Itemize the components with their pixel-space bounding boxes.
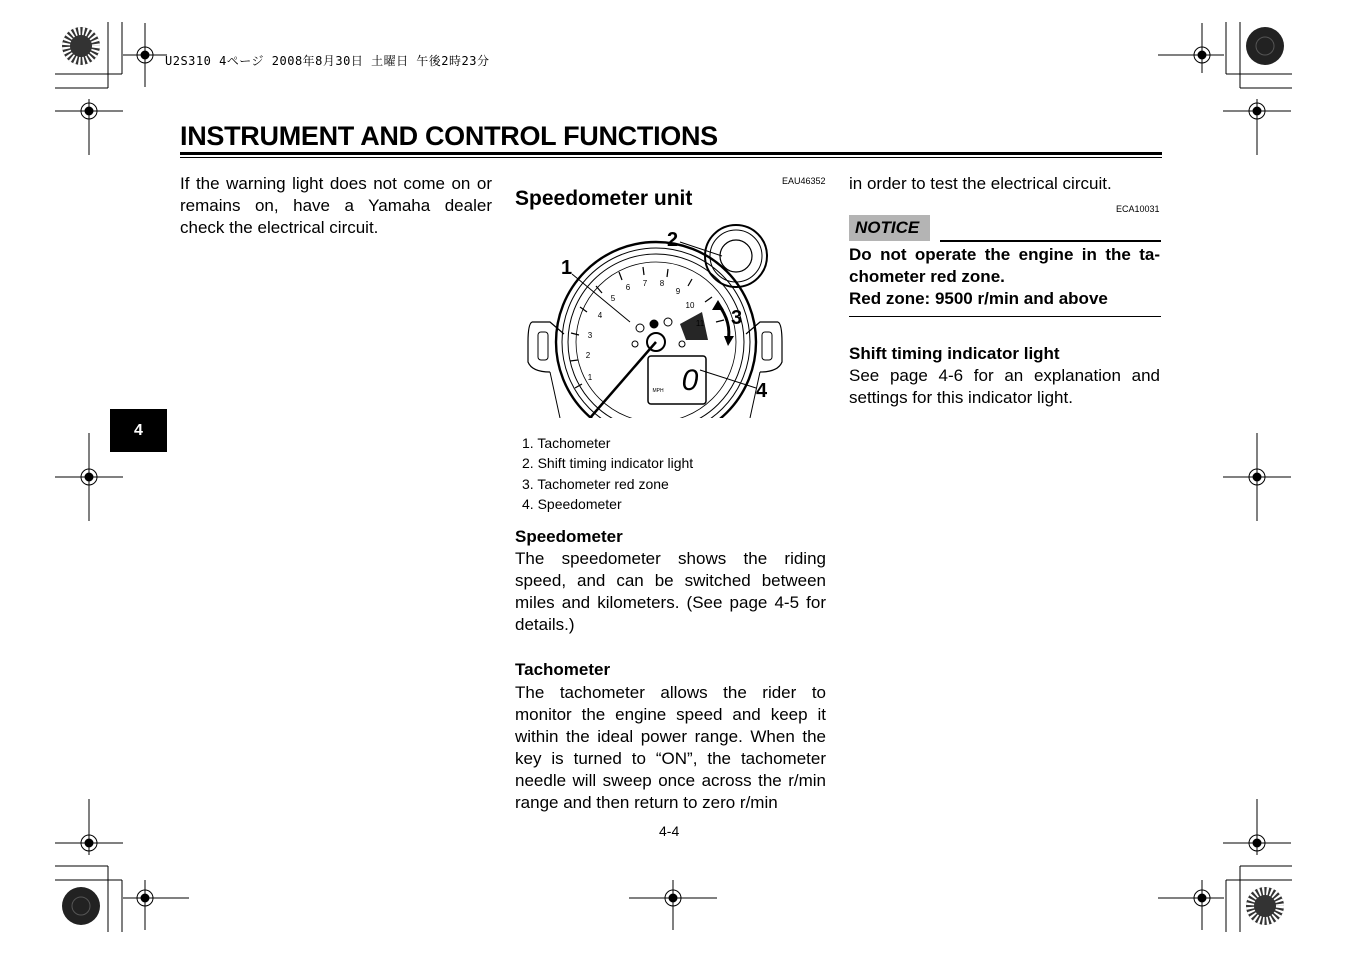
print-header: U2S310 4ページ 2008年8月30日 土曜日 午後2時23分 (165, 54, 490, 68)
shift-heading: Shift timing indicator light (849, 344, 1060, 363)
notice-text: Do not operate the engine in the ta-chometer red zone. (849, 245, 1160, 286)
tach-label-4: 4 (597, 311, 603, 320)
figure-legend-item: 4. Speedometer (522, 495, 622, 512)
page-title: INSTRUMENT AND CONTROL FUNCTIONS (180, 121, 718, 151)
tach-label-5: 5 (610, 294, 616, 303)
shift-text: See page 4-6 for an explanation and settings for this indicator light. (849, 366, 1160, 407)
tachometer-text: The tachometer allows the rider to monitor the engine speed and keep it within the ideal power range. When the key is turned to “ON”, the tachometer needle will sweep once across the r/min range and then return to zero r/min (515, 683, 826, 812)
callout-2: 2 (667, 229, 679, 251)
callout-4: 4 (756, 380, 768, 402)
page-number: 4-4 (659, 823, 680, 839)
tachometer-heading: Tachometer (515, 660, 611, 679)
speed-unit-label: MPH (652, 388, 664, 394)
tach-label-11: 11 (695, 319, 705, 328)
tach-label-3: 3 (587, 331, 593, 340)
figure-legend-item: 2. Shift timing indicator light (522, 455, 694, 472)
section-title: Speedometer unit (515, 187, 693, 210)
callout-3: 3 (731, 307, 743, 329)
figure-legend-item: 1. Tachometer (522, 435, 611, 451)
tach-label-6: 6 (625, 283, 631, 292)
tach-label-2: 2 (585, 351, 591, 360)
speedometer-heading: Speedometer (515, 527, 623, 546)
notice-code: ECA10031 (1116, 204, 1160, 214)
col1-paragraph: If the warning light does not come on or remains on, have a Yamaha dealer check the electrical circuit. (180, 174, 492, 237)
notice-redzone: Red zone: 9500 r/min and above (849, 289, 1108, 308)
callout-1: 1 (561, 257, 573, 279)
tach-label-8: 8 (659, 279, 665, 288)
section-code: EAU46352 (782, 176, 826, 186)
tach-label-7: 7 (642, 279, 648, 288)
speedometer-unit-illustration (520, 222, 790, 422)
notice-rule (940, 240, 1161, 242)
speedometer-text: The speedometer shows the riding speed, and can be switched between miles and kilometers. (See page 4-5 for details.) (515, 549, 826, 634)
figure-legend (522, 433, 693, 514)
figure-legend-item: 3. Tachometer red zone (522, 475, 669, 492)
notice-bottom-rule (849, 316, 1161, 317)
title-rule-thin (180, 157, 1162, 158)
continuation-text: in order to test the electrical circuit. (849, 174, 1112, 193)
speed-display-digit: 0 (681, 364, 699, 397)
tach-label-9: 9 (675, 287, 681, 296)
notice-badge: NOTICE (849, 215, 930, 241)
tach-label-1: 1 (587, 373, 593, 382)
tach-label-10: 10 (685, 301, 695, 310)
chapter-tab: 4 (110, 409, 167, 452)
title-rule-thick (180, 152, 1162, 155)
